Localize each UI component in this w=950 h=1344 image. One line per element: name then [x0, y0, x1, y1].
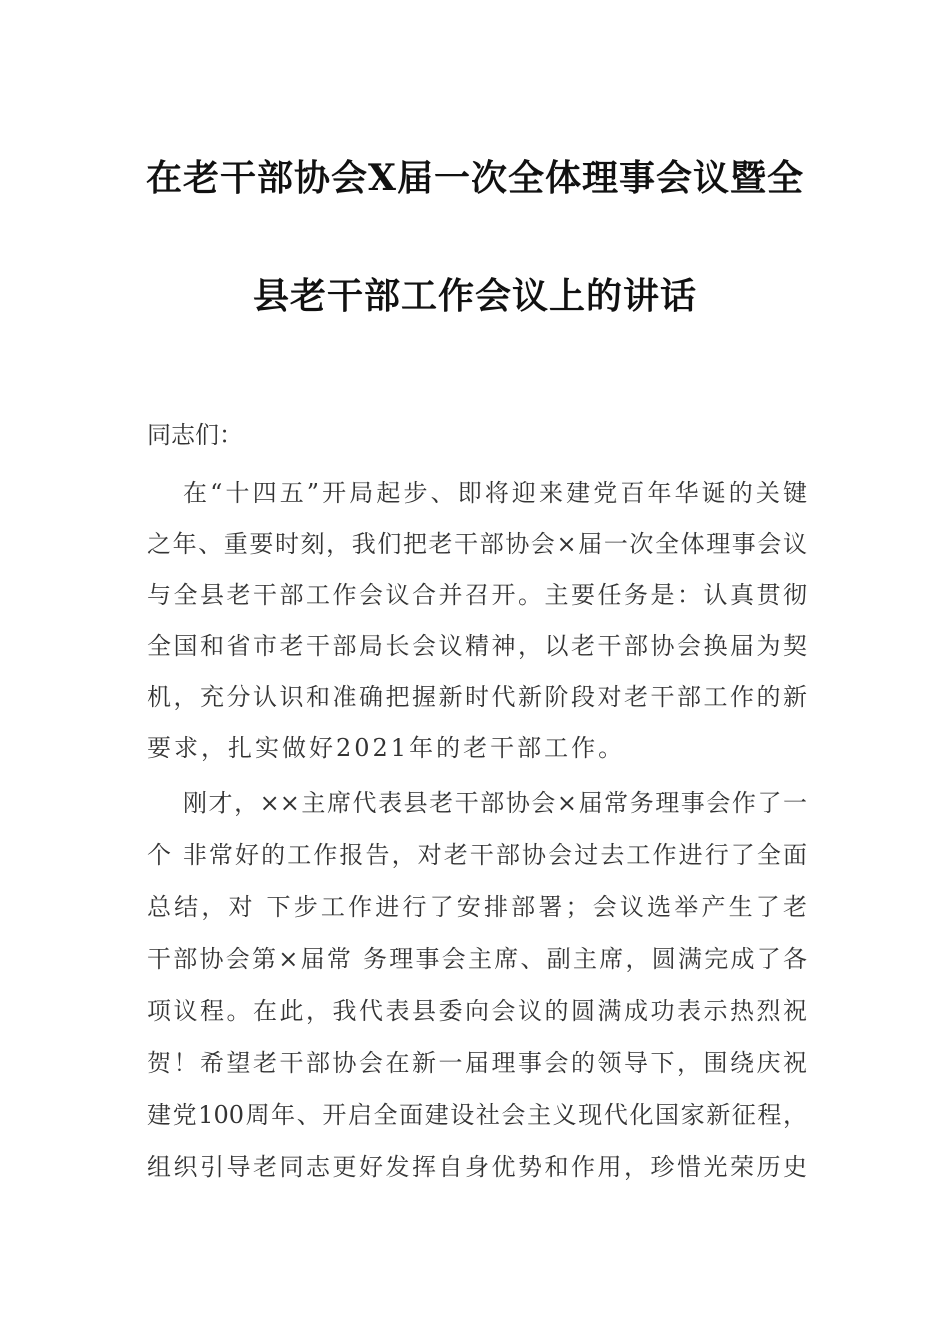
paragraph-line: 建党100周年、开启全面建设社会主义现代化国家新征程，	[147, 1101, 807, 1129]
paragraph-line: 个 非常好的工作报告，对老干部协会过去工作进行了全面	[147, 841, 807, 869]
paragraph-line: 要求，扎实做好2021年的老干部工作。	[147, 734, 626, 762]
paragraph-line: 全国和省市老干部局长会议精神，以老干部协会换届为契	[147, 632, 807, 660]
paragraph-line: 项议程。在此，我代表县委向会议的圆满成功表示热烈祝	[147, 997, 807, 1025]
paragraph-line: 之年、重要时刻，我们把老干部协会×届一次全体理事会议	[147, 530, 807, 558]
paragraph-line: 与全县老干部工作会议合并召开。主要任务是：认真贯彻	[147, 581, 807, 609]
salutation-text: 同志们：	[147, 421, 243, 449]
paragraph-line: 在“十四五”开局起步、即将迎来建党百年华诞的关键	[183, 479, 807, 507]
paragraph-line: 干部协会第×届常 务理事会主席、副主席，圆满完成了各	[147, 945, 807, 973]
title-line-2: 县老干部工作会议上的讲话	[252, 275, 697, 317]
title-line-1: 在老干部协会Ⅹ届一次全体理事会议暨全	[146, 157, 804, 199]
paragraph-line: 机，充分认识和准确把握新时代新阶段对老干部工作的新	[147, 683, 807, 711]
paragraph-line: 总结，对 下步工作进行了安排部署；会议选举产生了老	[147, 893, 807, 921]
paragraph-line: 刚才，××主席代表县老干部协会×届常务理事会作了一	[183, 789, 807, 817]
paragraph-line: 贺！希望老干部协会在新一届理事会的领导下，围绕庆祝	[147, 1049, 807, 1077]
paragraph-line: 组织引导老同志更好发挥自身优势和作用，珍惜光荣历史	[147, 1153, 807, 1181]
